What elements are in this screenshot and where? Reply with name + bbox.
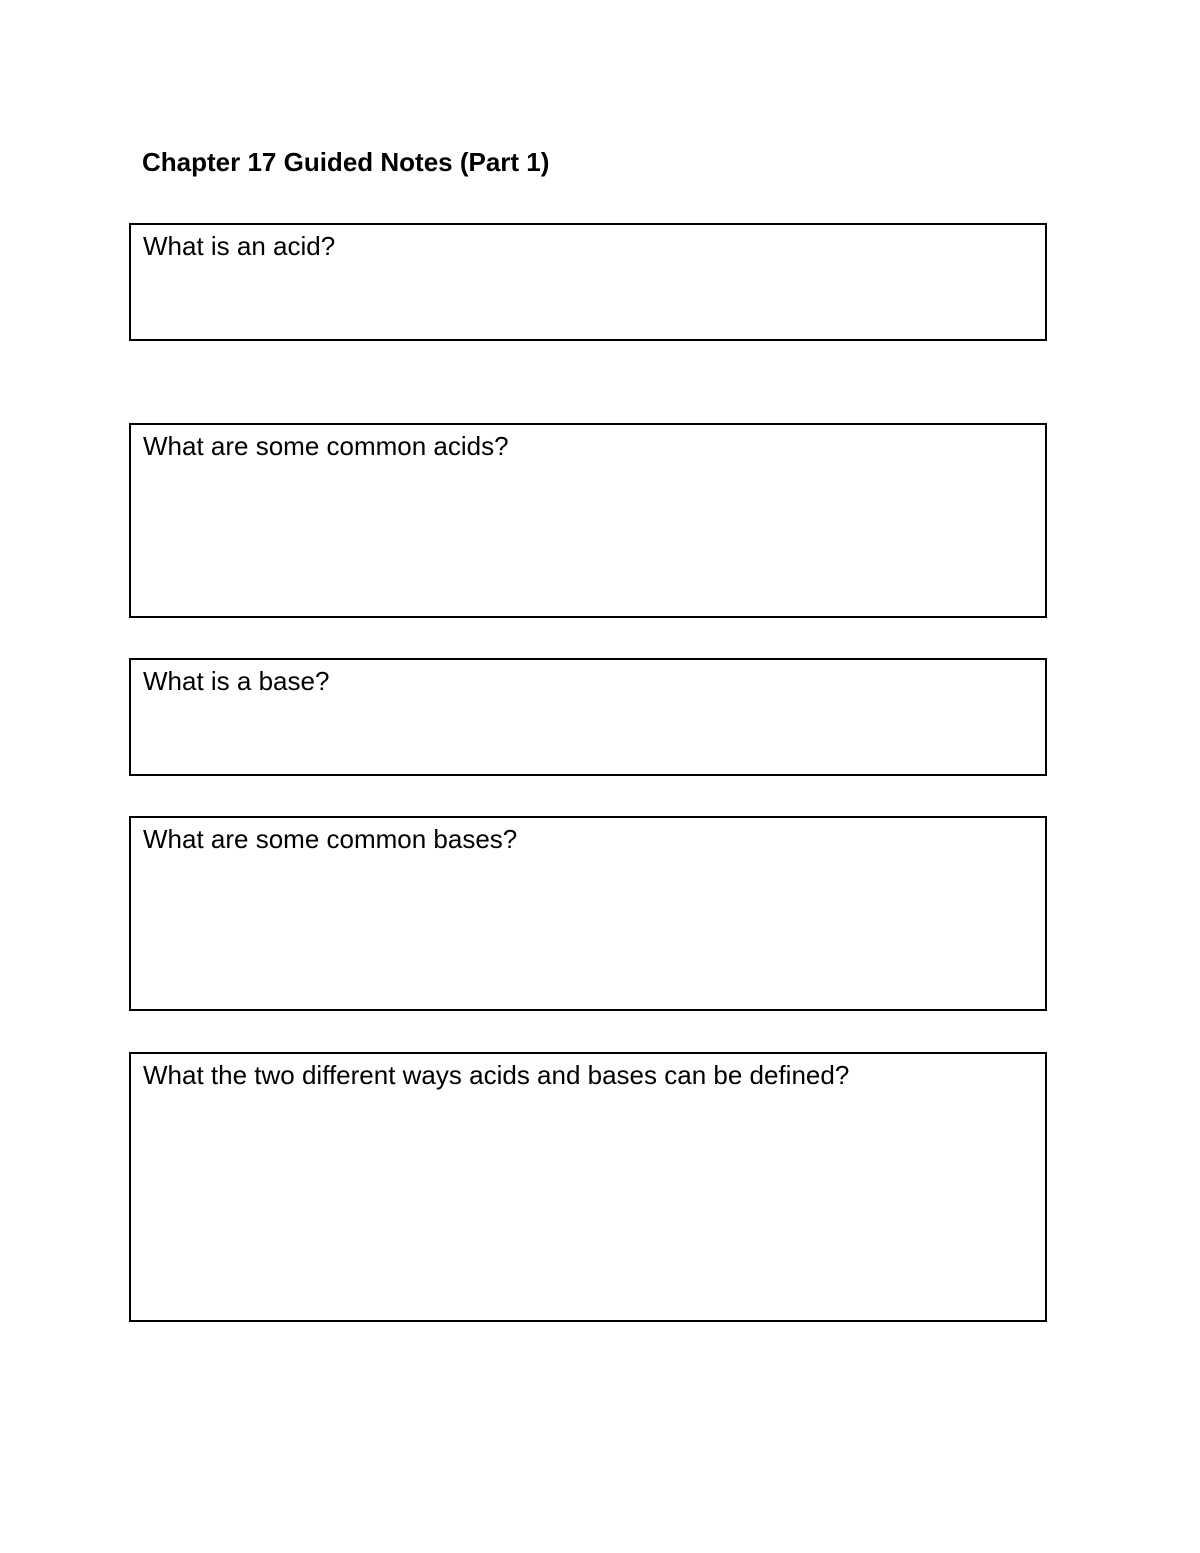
answer-box-common-acids[interactable]: [129, 423, 1047, 618]
question-label: What is an acid?: [143, 231, 336, 261]
answer-box-acid-base-definitions[interactable]: [129, 1052, 1047, 1322]
answer-box-common-bases[interactable]: [129, 816, 1047, 1011]
answer-box-acid-definition[interactable]: [129, 223, 1047, 341]
question-label: What is a base?: [143, 666, 330, 696]
page-title: Chapter 17 Guided Notes (Part 1): [142, 147, 550, 177]
answer-box-base-definition[interactable]: [129, 658, 1047, 776]
question-label: What are some common bases?: [143, 824, 518, 854]
question-label: What the two different ways acids and bases can be defined?: [143, 1060, 850, 1090]
question-label: What are some common acids?: [143, 431, 509, 461]
